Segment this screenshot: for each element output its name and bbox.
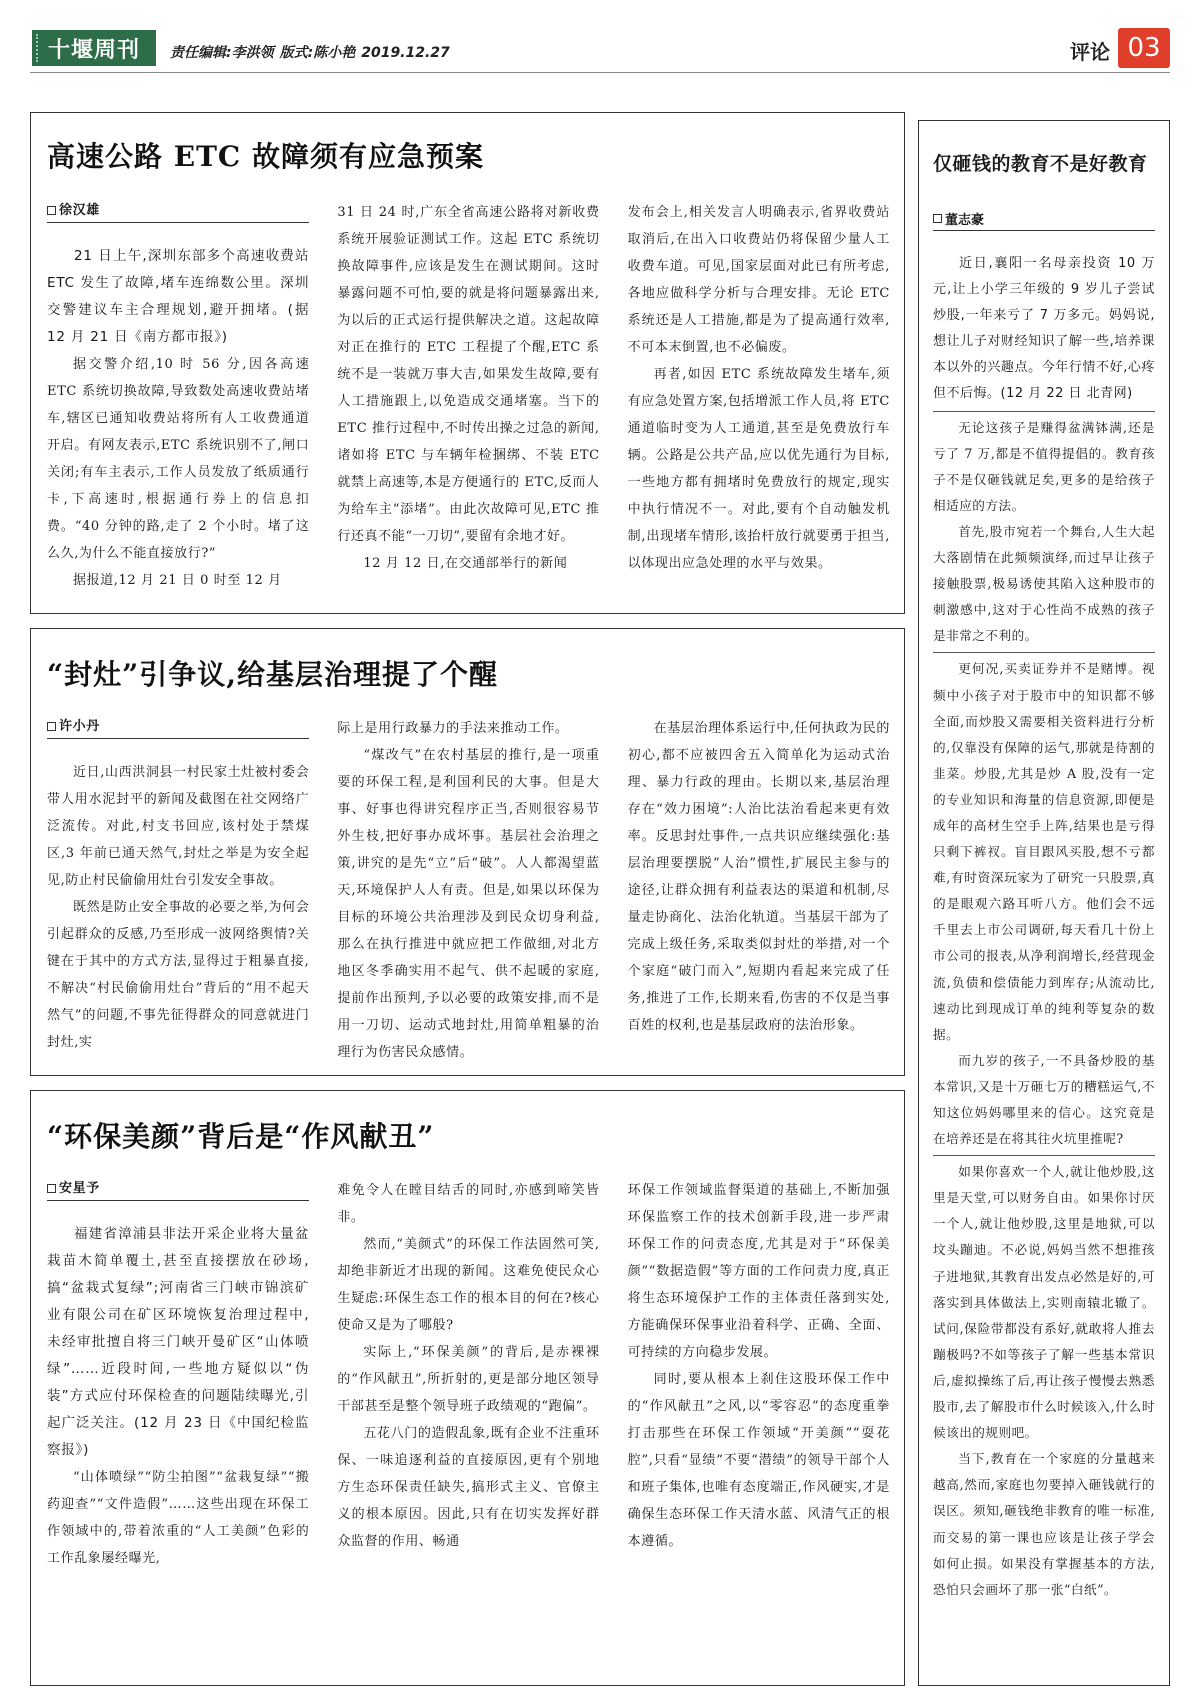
responsible-editor: 责任编辑:李洪领 [170, 45, 274, 61]
article-column [628, 1177, 890, 1677]
article-etc [30, 112, 905, 614]
masthead-logo [32, 30, 156, 66]
article-author [933, 207, 1155, 231]
section-label: 评论 [1070, 40, 1110, 64]
article-title: 高速公路 ETC 故障须有应急预案 [47, 140, 484, 173]
header-rule [30, 72, 1170, 73]
article-paragraph: 然而,“美颜式”的环保工作法固然可笑,却绝非新近才出现的新闻。这难免使民众心生疑虑:环保生态工作的根本目的何在?核心使命又是为了哪般? [337, 1237, 600, 1333]
page-header [30, 28, 1170, 78]
divider [933, 411, 1155, 412]
article-green-makeup [30, 1090, 905, 1686]
article-column [47, 1177, 309, 1677]
sidebar-title: 仅砸钱的教育不是好教育 [933, 153, 1148, 175]
article-paragraph: 际上是用行政暴力的手法来推动工作。 [337, 721, 569, 736]
article-paragraph: 同时,要从根本上刹住这股环保工作中的“作风献丑”之风,以“零容忍”的态度重拳打击那些在环保工作领域“开美颜”“耍花腔”,只看“显绩”不要“潜绩”的领导干部个人和班子集体,也唯有态度端正,作风硬实,才是确保生态环保工作天清水蓝、风清气正的根本遵循。 [627, 1372, 890, 1549]
article-paragraph: 在基层治理体系运行中,任何执政为民的初心,都不应被四舍五入简单化为运动式治理、暴力行政的理由。长期以来,基层治理存在“效力困境”:人治比法治看起来更有效率。反思封灶事件,一点共识应继续强化:基层治理要摆脱“人治”惯性,扩展民主参与的途径,让群众拥有利益表达的渠道和机制,尽量走协商化、法治化轨道。当基层干部为了完成上级任务,采取类似封灶的举措,对一个个家庭“破门而入”,短期内看起来完成了任务,推进了工作,长期来看,伤害的不仅是当事百姓的权利,也是基层政府的法治形象。 [627, 721, 890, 1033]
author-name: 徐汉雄 [59, 203, 100, 218]
article-paragraph: 据报道,12 月 21 日 0 时至 12 月 [73, 573, 282, 588]
article-column [337, 1177, 599, 1677]
article-column [337, 715, 599, 1065]
author-name: 安星予 [59, 1181, 100, 1196]
page-number-badge: 03 [1118, 28, 1170, 68]
article-paragraph: 12 月 12 日,在交通部举行的新闻 [363, 556, 568, 571]
article-paragraph: “煤改气”在农村基层的推行,是一项重要的环保工程,是利国利民的大事。但是大事、好事也得讲究程序正当,否则很容易节外生枝,把好事办成坏事。基层社会治理之策,讲究的是先“立”后“破”。人人都渴望蓝天,环境保护人人有责。但是,如果以环保为目标的环境公共治理涉及到民众切身利益,那么在执行推进中就应把工作做细,对北方地区冬季确实用不起气、供不起暖的家庭,提前作出预判,予以必要的政策安排,而不是用一刀切、运动式地封灶,用简单粗暴的治理行为伤害民众感情。 [337, 748, 600, 1060]
sidebar-paragraph: 首先,股市宛若一个舞台,人生大起大落剧情在此频频演绎,而过早让孩子接触股票,极易诱使其陷入这种股市的刺激感中,这对于心性尚不成熟的孩子是非常之不利的。 [933, 523, 1155, 644]
sidebar-paragraph: 如果你喜欢一个人,就让他炒股,这里是天堂,可以财务自由。如果你讨厌一个人,就让他炒股,这里是地狱,可以坟头蹦迪。不必说,妈妈当然不想推孩子进地狱,其教育出发点必然是好的,可落实到具体做法上,实则南辕北辙了。试问,保险带都没有系好,就敢将人推去蹦极吗?不如等孩子了解一些基本常识后,虚拟操练了后,再让孩子慢慢去熟悉股市,去了解股市什么时候该入,什么时候该出的规则吧。 [933, 1164, 1155, 1441]
article-paragraph: 31 日 24 时,广东全省高速公路将对新收费系统开展验证测试工作。这起 ETC 系统切换故障事件,应该是发生在测试期间。这时暴露问题不可怕,要的就是将问题暴露出来,为以后的正式运行提供解决之道。这起故障对正在推行的 ETC 工程提了个醒,ETC 系统不是一装就万事大吉,如果发生故障,要有人工措施跟上,以免造成交通堵塞。当下的 ETC 推行过程中,不时传出操之过急的新闻,诸如将 ETC 与车辆年检捆绑、不装 ETC 就禁上高速等,本是方便通行的 ETC,反而人为给车主“添堵”。由此次故障可见,ETC 推行还真不能“一刀切”,要留有余地才好。 [337, 205, 600, 544]
article-author [47, 1177, 309, 1201]
author-square-icon [47, 722, 56, 731]
article-column [47, 199, 309, 599]
article-paragraph: 福建省漳浦县非法开采企业将大量盆栽苗木简单覆土,甚至直接摆放在砂场,搞“盆栽式复绿”;河南省三门峡市锦滨矿业有限公司在矿区环境恢复治理过程中,未经审批擅自将三门峡开曼矿区“山体喷绿”……近段时间,一些地方疑似以“伪装”方式应付环保检查的问题陆续曝光,引起广泛关注。(12 月 23 日《中国纪检监察报》) [47, 1226, 310, 1458]
divider [933, 1155, 1155, 1156]
sidebar-paragraph: 而九岁的孩子,一不具备炒股的基本常识,又是十万砸七万的糟糕运气,不知这位妈妈哪里来的信心。这究竟是在培养还是在将其往火坑里推呢? [933, 1052, 1155, 1147]
layout-editor: 版式:陈小艳 [279, 45, 356, 61]
article-column [337, 199, 599, 599]
sidebar-paragraph: 当下,教育在一个家庭的分量越来越高,然而,家庭也勿要掉入砸钱就行的误区。须知,砸钱绝非教育的唯一标准,而交易的第一课也应该是让孩子学会如何止损。如果没有掌握基本的方法,恐怕只会画坏了那一张“白纸”。 [933, 1451, 1155, 1597]
sidebar-article [918, 120, 1170, 1686]
article-stove [30, 628, 905, 1076]
masthead-logo-text: 十堰周刊 [47, 36, 140, 63]
article-column [47, 715, 309, 1065]
article-paragraph: 环保工作领域监督渠道的基础上,不断加强环保监察工作的技术创新手段,进一步严肃环保工作的问责态度,尤其是对于“环保美颜”“数据造假”等方面的工作问责力度,真正将生态环境保护工作的主体责任落到实处,方能确保环保事业沿着科学、正确、全面、可持续的方向稳步发展。 [627, 1183, 890, 1360]
article-paragraph: 近日,山西洪洞县一村民家土灶被村委会带人用水泥封平的新闻及截图在社交网络广泛流传。对此,村支书回应,该村处于禁煤区,3 年前已通天然气,封灶之举是为安全起见,防止村民偷偷用灶台引发安全事故。 [47, 765, 310, 888]
article-author [47, 199, 309, 223]
article-paragraph: 难免令人在瞠目结舌的同时,亦感到啼笑皆非。 [337, 1183, 600, 1225]
author-square-icon [47, 206, 56, 215]
issue-date: 2019.12.27 [361, 45, 450, 61]
author-name: 许小丹 [59, 719, 100, 734]
sidebar-paragraph: 近日,襄阳一名母亲投资 10 万元,让上小学三年级的 9 岁儿子尝试炒股,一年来亏了 7 万多元。妈妈说,想让儿子对财经知识了解一些,培养课本以外的兴趣点。今年行情不好,心疼但不后悔。(12 月 22 日 北青网) [933, 256, 1155, 402]
article-paragraph: 发布会上,相关发言人明确表示,省界收费站取消后,在出入口收费站仍将保留少量人工收费车道。可见,国家层面对此已有所考虑,各地应做科学分析与合理安排。无论 ETC 系统还是人工措施,都是为了提高通行效率,不可本末倒置,也不必偏废。 [627, 205, 890, 355]
article-column [628, 199, 890, 599]
article-paragraph: “山体喷绿”“防尘拍图”“盆栽复绿”“搬药迎查”“文件造假”……这些出现在环保工作领域中的,带着浓重的“人工美颜”色彩的工作乱象屡经曝光, [47, 1470, 310, 1566]
sidebar-paragraph: 更何况,买卖证券并不是赌博。视频中小孩子对于股市中的知识都不够全面,而炒股又需要相关资料进行分析的,仅靠没有保障的运气,那就是待割的韭菜。炒股,尤其是炒 A 股,没有一定的专业知识和海量的信息资源,即便是成年的高材生空手上阵,结果也是亏得只剩下裤衩。盲目跟风买股,想不亏都难,有时资深玩家为了研究一只股票,真的是眼观六路耳听八方。他们会不远千里去上市公司调研,每天看几十份上市公司的报表,从净利润增长,经营现金流,负债和偿债能力到库存;从流动比,速动比到现成订单的纯利等复杂的数据。 [933, 661, 1155, 1042]
masthead-info [170, 42, 456, 62]
article-title: “封灶”引争议,给基层治理提了个醒 [47, 658, 498, 691]
sidebar-paragraph: 无论这孩子是赚得盆满钵满,还是亏了 7 万,都是不值得提倡的。教育孩子不是仅砸钱就足矣,更多的是给孩子相适应的方法。 [933, 419, 1155, 513]
divider [933, 652, 1155, 653]
article-paragraph: 五花八门的造假乱象,既有企业不注重环保、一味追逐利益的直接原因,更有个别地方生态环保责任缺失,搞形式主义、官僚主义的根本原因。因此,只有在切实发挥好群众监督的作用、畅通 [337, 1426, 600, 1549]
article-column [628, 715, 890, 1065]
article-paragraph: 再者,如因 ETC 系统故障发生堵车,须有应急处置方案,包括增派工作人员,将 ETC 通道临时变为人工通道,甚至是免费放行车辆。公路是公共产品,应以优先通行为目标,一些地方都有拥堵时免费放行的规定,现实中执行情况不一。对此,要有个自动触发机制,出现堵车情形,该抬杆放行就要勇于担当,以体现出应急处理的水平与效果。 [627, 367, 890, 571]
author-square-icon [933, 214, 942, 223]
article-paragraph: 实际上,“环保美颜”的背后,是赤裸裸的“作风献丑”,所折射的,更是部分地区领导干部甚至是整个领导班子政绩观的“跑偏”。 [337, 1345, 600, 1414]
author-square-icon [47, 1184, 56, 1193]
article-paragraph: 既然是防止安全事故的必要之举,为何会引起群众的反感,乃至形成一波网络舆情?关键在于其中的方式方法,显得过于粗暴直接,不解决“村民偷偷用灶台”背后的“用不起天然气”的问题,不事先征得群众的同意就进门封灶,实 [47, 900, 310, 1050]
article-author [47, 715, 309, 739]
article-paragraph: 据交警介绍,10 时 56 分,因各高速 ETC 系统切换故障,导致数处高速收费站堵车,辖区已通知收费站将所有人工收费通道开启。有网友表示,ETC 系统识别不了,闸口关闭;有车主表示,工作人员发放了纸质通行卡,下高速时,根据通行券上的信息扣费。“40 分钟的路,走了 2 个小时。堵了这么久,为什么不能直接放行?” [47, 357, 310, 561]
article-paragraph: 21 日上午,深圳东部多个高速收费站 ETC 发生了故障,堵车连绵数公里。深圳交警建议车主合理规划,避开拥堵。(据 12 月 21 日《南方都市报》) [47, 248, 310, 345]
author-name: 董志豪 [945, 213, 985, 228]
sidebar-body [933, 251, 1155, 1603]
sidebar-author [933, 207, 1155, 231]
article-title: “环保美颜”背后是“作风献丑” [47, 1120, 435, 1153]
